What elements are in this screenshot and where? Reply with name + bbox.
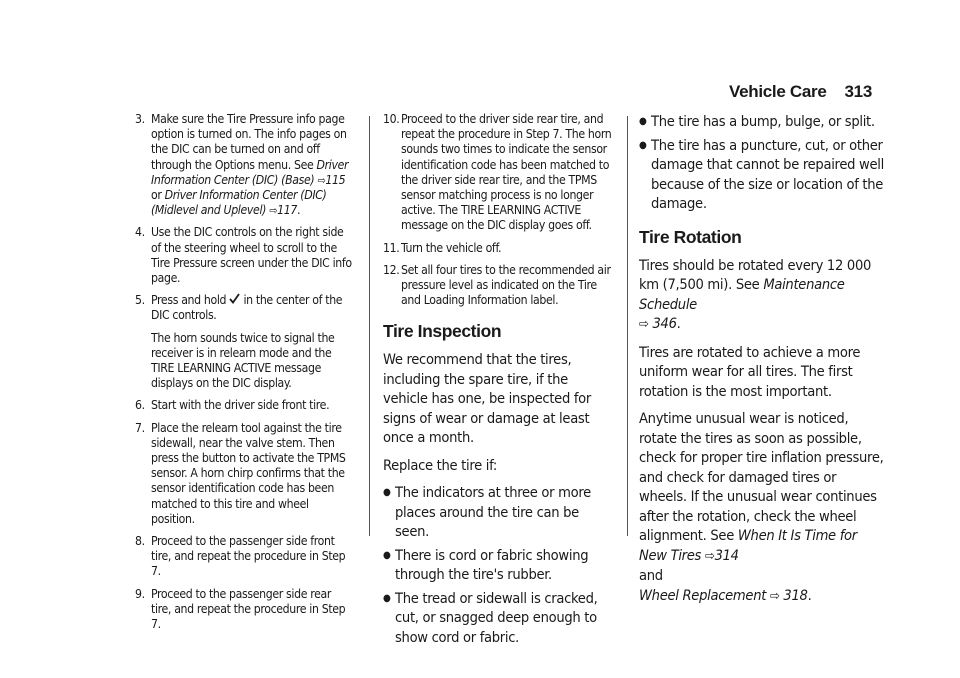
page-ref[interactable]: 346 [652,315,677,332]
step-text: Proceed to the passenger side rear tire, and repeat the procedure in Step 7. [151,586,346,632]
page-reference-arrow-icon: ⇨ [769,588,780,604]
column-3 [639,112,885,614]
rotation-paragraph-2: Tires are rotated to achieve a more uniform wear for all tires. The first rotation is the most important. [639,343,861,400]
column-divider-right [627,116,628,536]
column-2 [383,112,615,651]
step-number: 10. [383,112,400,126]
step-7 [135,421,353,527]
rotation-paragraph-3: Anytime unusual wear is noticed, rotate the tires as soon as possible, check for proper tire inflation pressure, and check for damaged tires or wheels. If the unusual wear continues after the rotation, check the wheel alignment. See When It Is Time for New Tires ⇨314 and Wheel Replacement ⇨ 318. [639,410,884,604]
inspection-intro: We recommend that the tires, including the spare tire, if the vehicle has one, be inspected for signs of wear or damage at least once a month. [383,351,591,447]
step-number: 12. [383,262,400,277]
page-reference-arrow-icon: ⇨ [639,317,649,332]
tire-inspection-heading: Tire Inspection [383,321,502,342]
step-number: 3. [135,112,145,126]
step-6 [135,398,353,413]
step-5 [135,293,353,323]
step-number: 7. [135,420,145,435]
bullet-icon: ● [639,116,647,127]
step-10 [383,112,615,234]
bullet-icon: ● [383,592,391,604]
new-tires-reference[interactable]: When It Is Time for New Tires [639,527,857,564]
step-text: Proceed to the driver side rear tire, and repeat the procedure in Step 7. The horn sounds two times to indicate the sensor identification code has been matched to the driver side rear tire, and the TPMS sensor matching process is no longer active. The TIRE LEARNING ACTIVE message on the DIC display goes off. [401,112,612,233]
step-text: Use the DIC controls on the right side of the steering wheel to scroll to the Tire Pressure screen under the DIC info page. [151,225,352,286]
page-header [729,82,872,102]
step-number: 8. [135,534,145,549]
step-text: Turn the vehicle off. [401,240,502,255]
step-5-note: The horn sounds twice to signal the receiver is in relearn mode and the TIRE LEARNING ACTIVE message displays on the DIC display. [151,330,335,391]
step-number: 6. [135,398,145,413]
list-item: ● The indicators at three or more places around the tire can be seen. [383,484,591,541]
step-text: Proceed to the passenger side front tire, and repeat the procedure in Step 7. [151,534,346,579]
step-12 [383,263,615,309]
list-item: ● The tread or sidewall is cracked, cut, or snagged deep enough to show cord or fabric. [383,589,598,646]
page-reference-arrow-icon: ⇨ [704,548,715,564]
page-reference-arrow-icon: ⇨ [269,204,278,218]
step-number: 9. [135,586,145,601]
step-number: 11. [383,240,400,255]
step-number: 4. [135,225,145,240]
step-11 [383,241,615,256]
rotation-paragraph-1: Tires should be rotated every 12 000 km (7,500 mi). See Maintenance Schedule ⇨ 346. [639,256,872,332]
list-item: ● The tire has a puncture, cut, or other damage that cannot be repaired well because of the size or location of the damage. [639,136,884,212]
page-ref[interactable]: 314 [714,546,739,564]
checkmark-icon [229,293,240,308]
step-text: Set all four tires to the recommended air pressure level as indicated on the Tire and Loading Information label. [401,262,611,308]
step-text: Place the relearn tool against the tire sidewall, near the valve stem. Then press the button to activate the TPMS sensor. A horn chirp confirms that the sensor identification code has been matched to this tire and wheel position. [151,420,346,526]
step-3 [135,112,353,218]
page-ref[interactable]: 115 [325,172,346,187]
list-item: ● The tire has a bump, bulge, or split. [639,113,875,130]
maintenance-schedule-reference[interactable]: Maintenance Schedule [639,276,845,313]
step-9 [135,587,353,633]
tire-rotation-heading: Tire Rotation [639,226,742,247]
step-text: Start with the driver side front tire. [151,398,330,413]
list-item: ● There is cord or fabric showing through the tire's rubber. [383,546,589,584]
section-title: Vehicle Care [729,82,827,101]
step-text: Press and hold in the center of the DIC controls. [151,293,343,323]
page-reference-arrow-icon: ⇨ [317,173,326,187]
replace-intro: Replace the tire if: [383,456,498,474]
bullet-icon: ● [383,549,391,561]
step-number: 5. [135,293,145,308]
dic-base-reference[interactable]: Driver Information Center (DIC) (Base) [151,157,349,187]
bullet-icon: ● [639,139,647,151]
page-number: 313 [844,82,872,101]
step-4 [135,225,353,286]
column-divider-left [369,116,370,536]
page-ref[interactable]: 318 [783,586,808,604]
page-ref[interactable]: 117 [277,203,298,218]
bullet-icon: ● [383,487,391,499]
step-text: Make sure the Tire Pressure info page option is turned on. The info pages on the DIC can be turned on and off through the Options menu. See Driver Information Center (DIC) (Base) ⇨115 or Driver Information Center (DIC) (Midlevel and Uplevel) ⇨117. [151,112,349,218]
dic-uplevel-reference[interactable]: Driver Information Center (DIC) (Midlevel and Uplevel) [151,188,327,218]
column-1 [135,112,353,639]
wheel-replacement-reference[interactable]: Wheel Replacement [639,586,767,604]
step-8 [135,534,353,580]
